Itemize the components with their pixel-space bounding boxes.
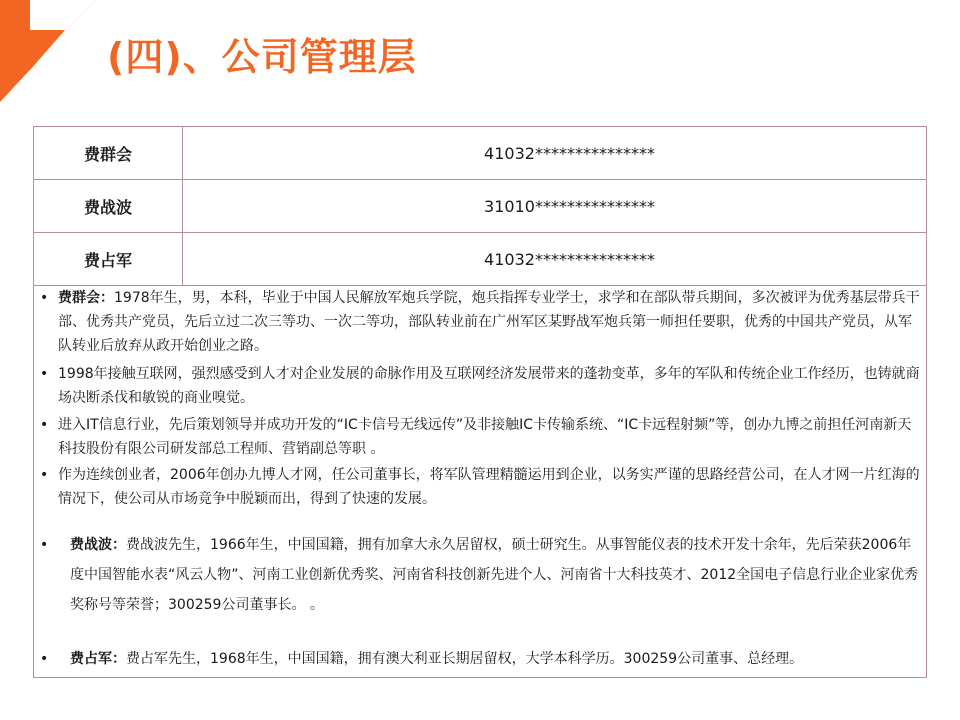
bio-person-name: 费占军： [70, 651, 126, 667]
person-name: 费占军 [34, 233, 183, 286]
management-table [33, 126, 927, 286]
bullet-icon: • [40, 417, 49, 433]
table-row [34, 127, 927, 180]
corner-decoration [0, 0, 95, 102]
bio-person-name: 费战波： [70, 537, 126, 553]
bullet-icon: • [40, 537, 49, 553]
bio-item [40, 286, 920, 358]
bio-item-body: 作为连续创业者，2006年创办九博人才网，任公司董事长，将军队管理精髓运用到企业，以务实严谨的思路经营公司，在人才网一片红海的情况下，使公司从市场竞争中脱颖而出，得到了快速的发展。 [58, 467, 920, 507]
bullet-icon: • [40, 651, 49, 667]
person-name: 费战波 [34, 180, 183, 233]
bio-item-text [58, 286, 920, 358]
bio-item-text [70, 647, 920, 671]
bio-person-name: 费群会： [58, 290, 114, 306]
bio-item [40, 647, 920, 671]
bio-item-body: 进入IT信息行业，先后策划领导并成功开发的“IC卡信号无线远传”及非接触IC卡传输系统、“IC卡远程射频”等，创办九博之前担任河南新天科技股份有限公司研发部总工程师、营销副总等职 。 [58, 417, 912, 457]
biography-panel [33, 284, 927, 678]
bio-item [40, 530, 920, 620]
table-row [34, 180, 927, 233]
bio-item [40, 362, 920, 410]
table-row [34, 233, 927, 286]
bio-item-text [58, 463, 920, 511]
bio-item-body: 1978年生，男，本科，毕业于中国人民解放军炮兵学院，炮兵指挥专业学士，求学和在部队带兵期间，多次被评为优秀基层带兵干部、优秀共产党员，先后立过二次三等功、一次二等功，部队转业前在广州军区某野战军炮兵第一师担任要职，优秀的中国共产党员，从军队转业后放弃从政开始创业之路。 [58, 290, 920, 354]
bullet-icon: • [40, 366, 49, 382]
bio-item [40, 413, 920, 461]
bio-item-body: 费占军先生，1968年生，中国国籍，拥有澳大利亚长期居留权，大学本科学历。300259公司董事、总经理。 [126, 651, 804, 667]
person-id-number: 31010*************** [183, 180, 927, 233]
bio-item [40, 463, 920, 511]
bio-item-text [58, 413, 920, 461]
page-title: (四)、公司管理层 [107, 35, 417, 79]
bio-item-text [58, 362, 920, 410]
bio-item-body: 1998年接触互联网，强烈感受到人才对企业发展的命脉作用及互联网经济发展带来的蓬勃变革，多年的军队和传统企业工作经历，也铸就商场决断杀伐和敏锐的商业嗅觉。 [58, 366, 920, 406]
person-id-number: 41032*************** [183, 127, 927, 180]
person-id-number: 41032*************** [183, 233, 927, 286]
bio-item-body: 费战波先生，1966年生，中国国籍，拥有加拿大永久居留权，硕士研究生。从事智能仪表的技术开发十余年，先后荣获2006年度中国智能水表“风云人物”、河南工业创新优秀奖、河南省科技创新先进个人、河南省十大科技英才、2012全国电子信息行业企业家优秀奖称号等荣誉；300259公司董事长。 。 [70, 537, 919, 613]
bullet-icon: • [40, 290, 49, 306]
person-name: 费群会 [34, 127, 183, 180]
bio-item-text [70, 530, 920, 620]
bullet-icon: • [40, 467, 49, 483]
